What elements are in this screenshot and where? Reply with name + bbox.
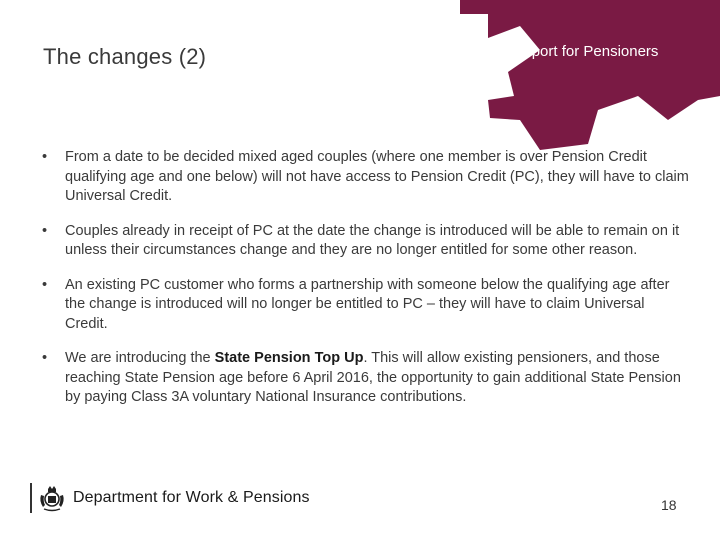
slide-title: The changes (2) xyxy=(43,44,207,69)
bullet-item xyxy=(40,276,690,335)
page-number: 18 xyxy=(661,497,677,513)
bullet-text: An existing PC customer who forms a partnership with someone below the qualifying age after the change is introduced will no longer be entitled to PC – they will have to claim Universal Credit. xyxy=(65,276,670,332)
bullet-marker: • xyxy=(42,276,48,293)
bullet-text-suffix: . This will allow existing pensioners, and those reaching State Pension age before 6 April 2016, the opportunity to gain additional State Pension by paying Class 3A voluntary National Insurance contributions. xyxy=(65,350,681,405)
royal-crest-icon xyxy=(37,483,67,513)
bullet-marker: • xyxy=(42,149,48,165)
bullet-marker: • xyxy=(42,350,48,366)
bullet-text-bold: State Pension Top Up xyxy=(214,350,364,366)
bullet-text-prefix: We are introducing the xyxy=(65,350,215,366)
dwp-logo xyxy=(30,482,310,514)
cog-graphic xyxy=(448,0,720,150)
bullet-item xyxy=(40,222,690,261)
bullet-marker: • xyxy=(42,222,48,239)
cog-icon xyxy=(448,0,720,150)
bullet-item xyxy=(40,148,690,207)
bullet-text: Couples already in receipt of PC at the date the change is introduced will be able to remain on it unless their circumstances change and they are no longer entitled for some other reason. xyxy=(65,222,680,258)
organisation-name: Department for Work & Pensions xyxy=(73,489,310,506)
logo-divider xyxy=(30,483,32,513)
bullet-item xyxy=(40,349,690,408)
bullet-list xyxy=(40,148,690,423)
bullet-text: From a date to be decided mixed aged couples (where one member is over Pension Credit qualifying age and one below) will not have access to Pension Credit (PC), they will have to claim Universal Credit. xyxy=(65,149,689,204)
section-label: Support for Pensioners xyxy=(505,43,659,60)
